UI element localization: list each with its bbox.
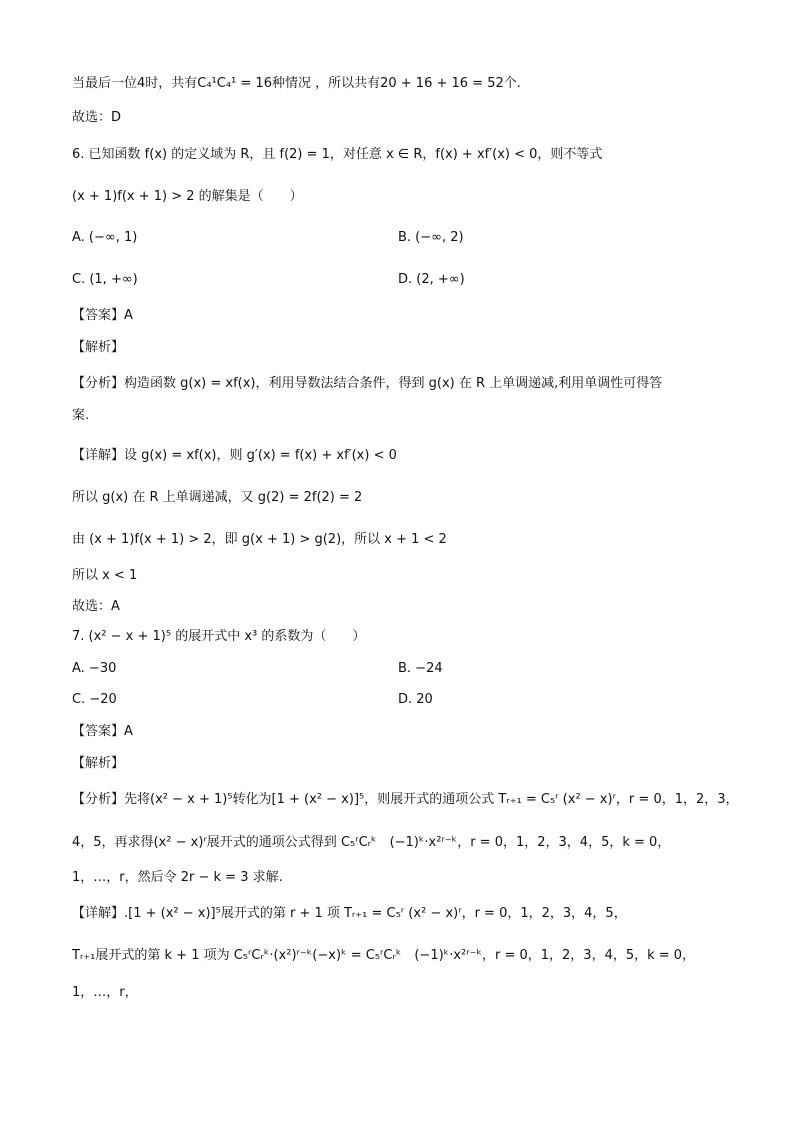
detail-text: Tᵣ₊₁展开式的第 k + 1 项为 C₅ʳCᵣᵏ·(x²)ʳ⁻ᵏ(−x)ᵏ = C₅ʳCᵣᵏ (−1)ᵏ·x²ʳ⁻ᵏ，r = 0，1，2，3，4，5，k = 0， (72, 948, 696, 963)
detail-text: 【详解】设 g(x) = xf(x)，则 g′(x) = f(x) + xf′(x) < 0 (72, 448, 397, 463)
detail-text: 所以 g(x) 在 R 上单调递减，又 g(2) = 2f(2) = 2 (72, 490, 363, 505)
option-a: A. −30 (72, 661, 117, 676)
question-7-stem: 7. (x² − x + 1)⁵ 的展开式中 x³ 的系数为（ ） (72, 629, 366, 644)
detail-text: 1，…，r， (72, 985, 138, 1000)
analysis-text: 【分析】构造函数 g(x) = xf(x)，利用导数法结合条件，得到 g(x) 在 R 上单调递减,利用单调性可得答 (72, 376, 663, 391)
analysis-text-cont: 1，…，r，然后令 2r − k = 3 求解. (72, 870, 283, 885)
detail-text: 由 (x + 1)f(x + 1) > 2，即 g(x + 1) > g(2)，所以 x + 1 < 2 (72, 532, 447, 547)
option-b: B. −24 (398, 661, 443, 676)
analysis-label: 【解析】 (72, 340, 125, 355)
analysis-text-cont: 案. (72, 408, 90, 423)
option-c: C. −20 (72, 692, 117, 707)
question-6-stem: 6. 已知函数 f(x) 的定义域为 R，且 f(2) = 1，对任意 x ∈ R，f(x) + xf′(x) < 0，则不等式 (72, 147, 603, 162)
option-c: C. (1, +∞) (72, 272, 138, 287)
question-6-stem-cont: (x + 1)f(x + 1) > 2 的解集是（ ） (72, 189, 303, 204)
analysis-text-cont: 4，5，再求得(x² − x)ʳ展开式的通项公式得到 C₅ʳCᵣᵏ (−1)ᵏ·x²ʳ⁻ᵏ，r = 0，1，2，3，4，5，k = 0， (72, 835, 671, 850)
option-b: B. (−∞, 2) (398, 230, 464, 245)
option-d: D. 20 (398, 692, 433, 707)
detail-text: 所以 x < 1 (72, 568, 138, 583)
choice-text: 故选：A (72, 599, 120, 614)
text-line: 故选：D (72, 110, 122, 125)
text-line: 当最后一位4时，共有C₄¹C₄¹ = 16种情况 ，所以共有20 + 16 + 16 = 52个. (72, 76, 521, 91)
analysis-label: 【解析】 (72, 756, 125, 771)
analysis-text: 【分析】先将(x² − x + 1)⁵转化为[1 + (x² − x)]⁵，则展开式的通项公式 Tᵣ₊₁ = C₅ʳ (x² − x)ʳ，r = 0，1，2，3， (72, 792, 739, 807)
option-a: A. (−∞, 1) (72, 230, 138, 245)
option-d: D. (2, +∞) (398, 272, 465, 287)
answer-label: 【答案】A (72, 308, 133, 323)
answer-label: 【答案】A (72, 724, 133, 739)
detail-text: 【详解】.[1 + (x² − x)]⁵展开式的第 r + 1 项 Tᵣ₊₁ = C₅ʳ (x² − x)ʳ，r = 0，1，2，3，4，5， (72, 906, 627, 921)
